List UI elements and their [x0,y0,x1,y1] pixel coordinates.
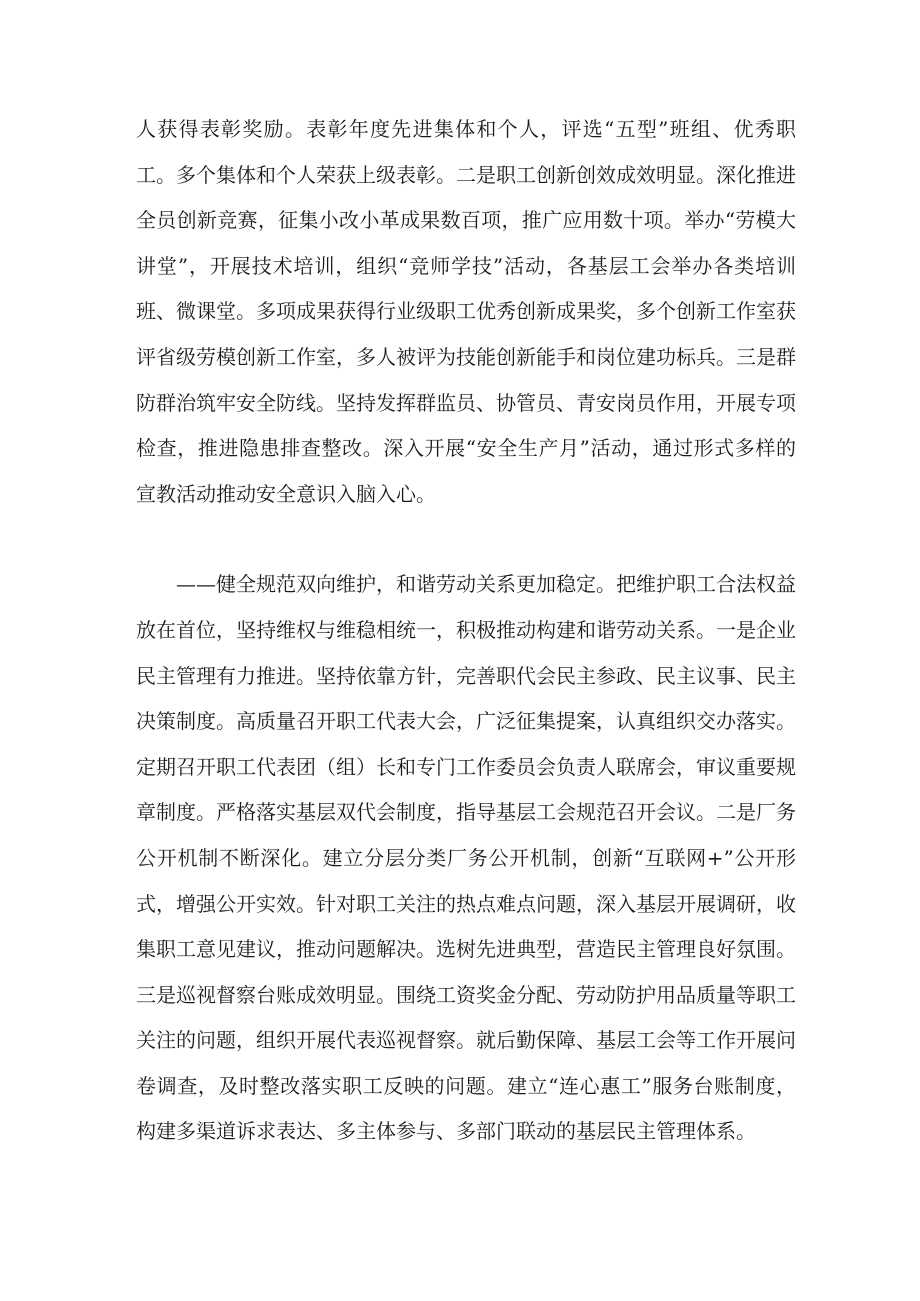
document-body [136,107,796,1155]
paragraph-2: ——健全规范双向维护，和谐劳动关系更加稳定。把维护职工合法权益放在首位，坚持维权与维稳相统一，积极推动构建和谐劳动关系。一是企业民主管理有力推进。坚持依靠方针，完善职代会民主参政、民主议事、民主决策制度。高质量召开职工代表大会，广泛征集提案，认真组织交办落实。定期召开职工代表团（组）长和专门工作委员会负责人联席会，审议重要规章制度。严格落实基层双代会制度，指导基层工会规范召开会议。二是厂务公开机制不断深化。建立分层分类厂务公开机制，创新“互联网+”公开形式，增强公开实效。针对职工关注的热点难点问题，深入基层开展调研，收集职工意见建议，推动问题解决。选树先进典型，营造民主管理良好氛围。三是巡视督察台账成效明显。围绕工资奖金分配、劳动防护用品质量等职工关注的问题，组织开展代表巡视督察。就后勤保障、基层工会等工作开展问卷调查，及时整改落实职工反映的问题。建立“连心惠工”服务台账制度，构建多渠道诉求表达、多主体参与、多部门联动的基层民主管理体系。 [136,572,796,1144]
paragraph-1: 人获得表彰奖励。表彰年度先进集体和个人，评选“五型”班组、优秀职工。多个集体和个人荣获上级表彰。二是职工创新创效成效明显。深化推进全员创新竞赛，征集小改小革成果数百项，推广应用数十项。举办“劳模大讲堂”，开展技术培训，组织“竞师学技”活动，各基层工会举办各类培训班、微课堂。多项成果获得行业级职工优秀创新成果奖，多个创新工作室获评省级劳模创新工作室，多人被评为技能创新能手和岗位建功标兵。三是群防群治筑牢安全防线。坚持发挥群监员、协管员、青安岗员作用，开展专项检查，推进隐患排查整改。深入开展“安全生产月”活动，通过形式多样的宣教活动推动安全意识入脑入心。 [136,117,796,506]
